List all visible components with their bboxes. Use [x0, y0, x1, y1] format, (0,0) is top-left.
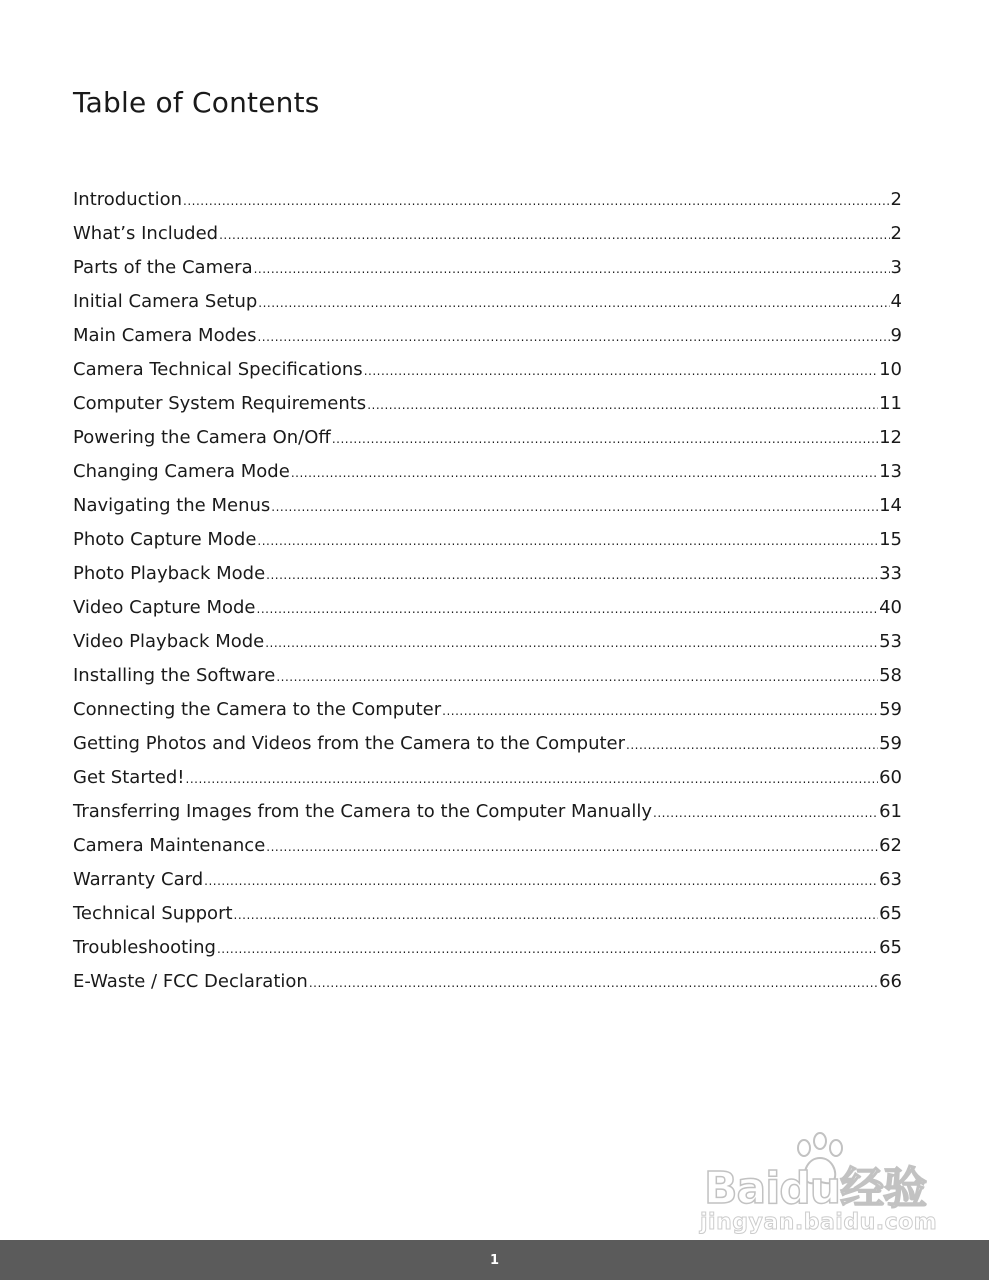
toc-entry-page-number: 40 [879, 597, 902, 618]
toc-entry[interactable] [73, 319, 902, 353]
toc-entry-page-number: 33 [879, 563, 902, 584]
toc-entry[interactable] [73, 965, 902, 999]
toc-entry[interactable] [73, 421, 902, 455]
toc-entry[interactable] [73, 795, 902, 829]
dot-leader [257, 524, 878, 558]
toc-entry-title: Warranty Card [73, 869, 204, 890]
toc-entry-page-number: 61 [879, 801, 902, 822]
dot-leader [364, 354, 878, 388]
toc-entry-page-number: 59 [879, 733, 902, 754]
dot-leader [266, 558, 878, 592]
toc-entry[interactable] [73, 387, 902, 421]
toc-entry[interactable] [73, 217, 902, 251]
toc-entry[interactable] [73, 829, 902, 863]
toc-entry[interactable] [73, 659, 902, 693]
toc-entry-page-number: 3 [890, 257, 902, 278]
toc-entry[interactable] [73, 285, 902, 319]
dot-leader [219, 218, 889, 252]
toc-entry-title: Powering the Camera On/Off [73, 427, 331, 448]
toc-entry[interactable] [73, 761, 902, 795]
dot-leader [265, 626, 878, 660]
toc-entry-page-number: 14 [879, 495, 902, 516]
toc-entry-title: Changing Camera Mode [73, 461, 290, 482]
toc-entry-page-number: 2 [890, 189, 902, 210]
toc-entry-title: Navigating the Menus [73, 495, 271, 516]
toc-entry-title: Connecting the Camera to the Computer [73, 699, 442, 720]
toc-entry-page-number: 11 [879, 393, 902, 414]
dot-leader [367, 388, 878, 422]
toc-entry-title: Troubleshooting [73, 937, 216, 958]
toc-entry-page-number: 15 [879, 529, 902, 550]
dot-leader [217, 932, 878, 966]
toc-entry-page-number: 58 [879, 665, 902, 686]
dot-leader [186, 762, 879, 796]
toc-entry[interactable] [73, 897, 902, 931]
toc-entry-page-number: 53 [879, 631, 902, 652]
dot-leader [234, 898, 879, 932]
toc-entry[interactable] [73, 727, 902, 761]
toc-entry-title: E-Waste / FCC Declaration [73, 971, 308, 992]
toc-entry-title: Technical Support [73, 903, 233, 924]
toc-entry[interactable] [73, 455, 902, 489]
dot-leader [291, 456, 878, 490]
toc-entry-page-number: 4 [890, 291, 902, 312]
toc-entry-title: Camera Maintenance [73, 835, 266, 856]
toc-entry-title: Installing the Software [73, 665, 276, 686]
toc-entry[interactable] [73, 353, 902, 387]
toc-entry-title: Video Capture Mode [73, 597, 256, 618]
toc-entry[interactable] [73, 183, 902, 217]
dot-leader [183, 184, 890, 218]
watermark-logo-text: Baidu经验 [704, 1163, 927, 1214]
toc-entry-page-number: 63 [879, 869, 902, 890]
toc-entry[interactable] [73, 591, 902, 625]
footer-bar [0, 1240, 989, 1280]
toc-entry-page-number: 9 [890, 325, 902, 346]
toc-entry-page-number: 62 [879, 835, 902, 856]
toc-entry-title: Photo Capture Mode [73, 529, 257, 550]
dot-leader [271, 490, 878, 524]
toc-entry-page-number: 60 [879, 767, 902, 788]
dot-leader [204, 864, 878, 898]
toc-entry-title: Photo Playback Mode [73, 563, 266, 584]
toc-entry[interactable] [73, 557, 902, 591]
toc-entry-title: What’s Included [73, 223, 219, 244]
dot-leader [626, 728, 878, 762]
dot-leader [257, 592, 879, 626]
toc-entry-title: Camera Technical Specifications [73, 359, 363, 380]
page-number: 1 [489, 1252, 500, 1268]
toc-entry-page-number: 2 [890, 223, 902, 244]
dot-leader [257, 320, 889, 354]
dot-leader [653, 796, 878, 830]
page-title: Table of Contents [73, 86, 320, 119]
toc-entry-title: Video Playback Mode [73, 631, 265, 652]
dot-leader [442, 694, 878, 728]
toc-entry-page-number: 10 [879, 359, 902, 380]
toc-entry[interactable] [73, 863, 902, 897]
toc-entry-page-number: 65 [879, 937, 902, 958]
toc-entry-title: Get Started! [73, 767, 185, 788]
toc-entry-page-number: 65 [879, 903, 902, 924]
dot-leader [309, 966, 878, 1000]
toc-entry-title: Introduction [73, 189, 183, 210]
dot-leader [266, 830, 878, 864]
toc-entry-title: Initial Camera Setup [73, 291, 258, 312]
toc-entry-title: Main Camera Modes [73, 325, 257, 346]
toc-entry-title: Computer System Requirements [73, 393, 367, 414]
toc-entry-page-number: 66 [879, 971, 902, 992]
dot-leader [332, 422, 878, 456]
toc-entry[interactable] [73, 625, 902, 659]
toc-entry-page-number: 59 [879, 699, 902, 720]
toc-list [73, 183, 902, 999]
toc-entry-title: Getting Photos and Videos from the Camera to the Computer [73, 733, 626, 754]
toc-entry[interactable] [73, 251, 902, 285]
toc-entry[interactable] [73, 693, 902, 727]
toc-entry-title: Parts of the Camera [73, 257, 253, 278]
toc-entry[interactable] [73, 489, 902, 523]
toc-entry-page-number: 12 [879, 427, 902, 448]
dot-leader [254, 252, 890, 286]
toc-entry-page-number: 13 [879, 461, 902, 482]
toc-entry[interactable] [73, 931, 902, 965]
toc-entry-title: Transferring Images from the Camera to the Computer Manually [73, 801, 653, 822]
watermark-url-text: jingyan.baidu.com [700, 1210, 938, 1235]
dot-leader [276, 660, 878, 694]
toc-entry[interactable] [73, 523, 902, 557]
baidu-watermark [700, 1132, 940, 1242]
dot-leader [258, 286, 889, 320]
